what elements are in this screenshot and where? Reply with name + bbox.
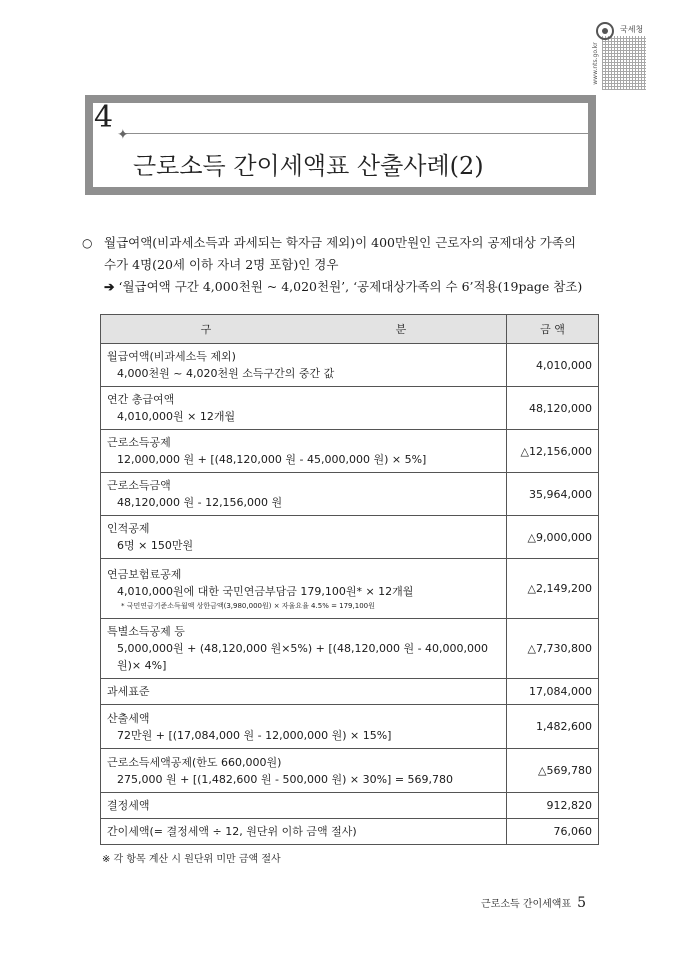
row-detail: 12,000,000 원 + [(48,120,000 원 - 45,000,000 원) × 5%] xyxy=(117,453,427,466)
row-amount: △7,730,800 xyxy=(507,619,599,679)
logo-text: 국세청 xyxy=(620,25,644,34)
row-detail: 4,010,000원 × 12개월 xyxy=(117,410,236,423)
table-row xyxy=(101,679,599,705)
row-detail: 275,000 원 + [(1,482,600 원 - 500,000 원) × 30%] = 569,780 xyxy=(117,772,454,786)
table-row xyxy=(101,619,599,679)
table-row xyxy=(101,819,599,845)
row-amount: △569,780 xyxy=(507,749,599,793)
intro-line-2: 수가 4명(20세 이하 자녀 2명 포함)인 경우 xyxy=(104,257,339,272)
nts-logo-icon xyxy=(596,22,614,40)
intro-text xyxy=(82,232,602,298)
logo-pattern xyxy=(602,36,646,90)
row-note: * 국민연금기준소득월액 상한금액(3,980,000원) × 자율요율 4.5% = 179,100원 xyxy=(121,601,375,610)
row-amount: 17,084,000 xyxy=(507,679,599,705)
calculation-table xyxy=(100,314,599,845)
row-title: 특별소득공제 등 xyxy=(107,625,185,638)
row-amount: 1,482,600 xyxy=(507,705,599,749)
page-footer xyxy=(481,895,586,911)
row-detail: 6명 × 150만원 xyxy=(117,539,194,552)
row-detail: 5,000,000원 + (48,120,000 원×5%) + [(48,120,000 원 - 40,000,000 원)× 4%] xyxy=(117,642,489,672)
row-title: 인적공제 xyxy=(107,522,150,535)
table-row xyxy=(101,559,599,619)
header-bun: 분 xyxy=(395,323,407,336)
table-row xyxy=(101,473,599,516)
header-category xyxy=(101,315,507,344)
row-amount: 76,060 xyxy=(507,819,599,845)
intro-line-3 xyxy=(82,276,602,298)
row-amount: 4,010,000 xyxy=(507,344,599,387)
row-amount: △2,149,200 xyxy=(507,559,599,619)
row-amount: 912,820 xyxy=(507,793,599,819)
arrow-icon: ➔ xyxy=(104,279,115,294)
table-row xyxy=(101,344,599,387)
row-title: 산출세액 xyxy=(107,711,150,725)
sparkle-icon: ✦ xyxy=(117,127,129,143)
table-row xyxy=(101,705,599,749)
footnote: ※ 각 항목 계산 시 원단위 미만 금액 절사 xyxy=(102,854,281,865)
row-amount: 48,120,000 xyxy=(507,387,599,430)
row-amount: △9,000,000 xyxy=(507,516,599,559)
row-title: 월급여액(비과세소득 제외) xyxy=(107,350,236,363)
footer-label: 근로소득 간이세액표 xyxy=(481,899,572,910)
circle-bullet-icon: ○ xyxy=(82,236,93,250)
row-detail: 4,010,000원에 대한 국민연금부담금 179,100원* × 12개월 xyxy=(117,584,414,598)
row-title: 간이세액(= 결정세액 ÷ 12, 원단위 이하 금액 절사) xyxy=(107,825,357,838)
header-gu: 구 xyxy=(200,323,212,336)
row-amount: 35,964,000 xyxy=(507,473,599,516)
table-row xyxy=(101,430,599,473)
table-row xyxy=(101,387,599,430)
intro-line-1: 월급여액(비과세소득과 과세되는 학자금 제외)이 400만원인 근로자의 공제대상 가족의 xyxy=(104,235,576,250)
nts-logo xyxy=(591,20,656,90)
row-title: 연간 총급여액 xyxy=(107,393,175,406)
row-detail: 48,120,000 원 - 12,156,000 원 xyxy=(117,496,283,509)
row-title: 근로소득세액공제(한도 660,000원) xyxy=(107,755,282,769)
table-row xyxy=(101,516,599,559)
row-title: 과세표준 xyxy=(107,685,150,698)
chapter-number: 4 xyxy=(94,100,114,135)
row-title: 근로소득금액 xyxy=(107,479,171,492)
table-row xyxy=(101,793,599,819)
table-row xyxy=(101,749,599,793)
intro-line-3-text: ‘월급여액 구간 4,000천원 ~ 4,020천원’, ‘공제대상가족의 수 6’적용(19page 참조) xyxy=(118,279,583,294)
header-amount: 금 액 xyxy=(507,315,599,344)
row-detail: 4,000천원 ~ 4,020천원 소득구간의 중간 값 xyxy=(117,367,335,380)
row-detail: 72만원 + [(17,084,000 원 - 12,000,000 원) × 15%] xyxy=(117,728,392,742)
row-amount: △12,156,000 xyxy=(507,430,599,473)
table-header-row xyxy=(101,315,599,344)
row-title: 연금보험료공제 xyxy=(107,567,182,581)
page-title: 근로소득 간이세액표 산출사례(2) xyxy=(133,152,484,180)
page-number: 5 xyxy=(577,895,587,911)
logo-url: www.nts.go.kr xyxy=(591,42,599,85)
row-title: 결정세액 xyxy=(107,799,150,812)
row-title: 근로소득공제 xyxy=(107,436,171,449)
